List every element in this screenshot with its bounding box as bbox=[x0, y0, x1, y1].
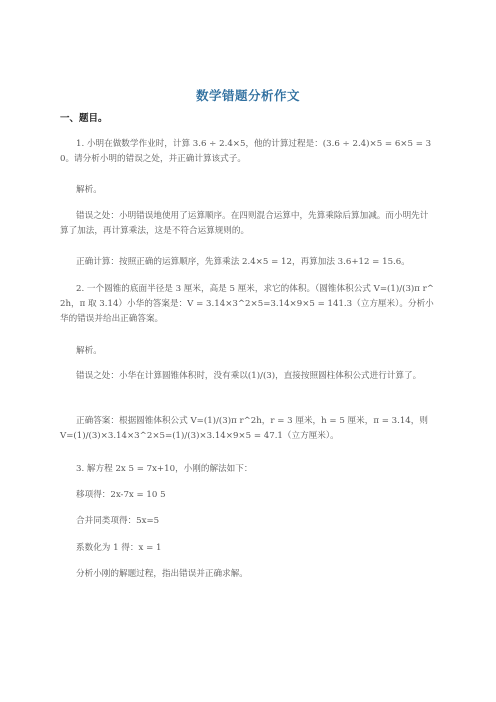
correct-answer-2: 正确答案：根据圆锥体积公式 V=(1)/(3)π r^2h，r = 3 厘米，h = 5 厘米，π = 3.14，则 V=(1)/(3)×3.14×3^2×5=(1)/(3)×3.14×9×5 = 47.1（立方厘米）。 bbox=[60, 416, 428, 441]
question-3: 3. 解方程 2x 5 = 7x+10，小刚的解法如下： bbox=[76, 464, 253, 474]
error-analysis-2: 错误之处：小华在计算圆锥体积时，没有乘以(1)/(3)，直接按照圆柱体积公式进行计算了。 bbox=[76, 371, 422, 381]
document-title: 数学错题分析作文 bbox=[195, 88, 300, 103]
error-analysis-1: 错误之处：小明错误地使用了运算顺序。在四则混合运算中，先算乘除后算加减。而小明先计算了加法，再计算乘法，这是不符合运算规则的。 bbox=[60, 211, 429, 236]
step-move-terms: 移项得：2x-7x = 10 5 bbox=[76, 490, 166, 500]
question-1: 1. 小明在做数学作业时，计算 3.6 ÷ 2.4×5，他的计算过程是：(3.6 ÷ 2.4)×5 = 6×5 = 30。请分析小明的错误之处，并正确计算该式子。 bbox=[60, 139, 432, 164]
analysis-label-2: 解析。 bbox=[76, 346, 102, 356]
section-heading: 一、题目。 bbox=[60, 113, 108, 124]
question-3-prompt: 分析小刚的解题过程，指出错误并正确求解。 bbox=[76, 569, 248, 579]
correct-calculation-1: 正确计算：按照正确的运算顺序，先算乘法 2.4×5 = 12，再算加法 3.6+12 = 15.6。 bbox=[76, 257, 410, 267]
question-2: 2. 一个圆锥的底面半径是 3 厘米，高是 5 厘米，求它的体积。（圆锥体积公式 V=(1)/(3)π r^2h，π 取 3.14）小华的答案是：V = 3.14×3^2×5=3.14×9×5 = 141.3（立方厘米）。分析小华的错误并给出正确答案。 bbox=[60, 284, 434, 324]
step-combine-terms: 合并同类项得：5x=5 bbox=[76, 516, 160, 526]
step-coefficient: 系数化为 1 得：x = 1 bbox=[76, 543, 162, 553]
analysis-label-1: 解析。 bbox=[76, 185, 102, 195]
